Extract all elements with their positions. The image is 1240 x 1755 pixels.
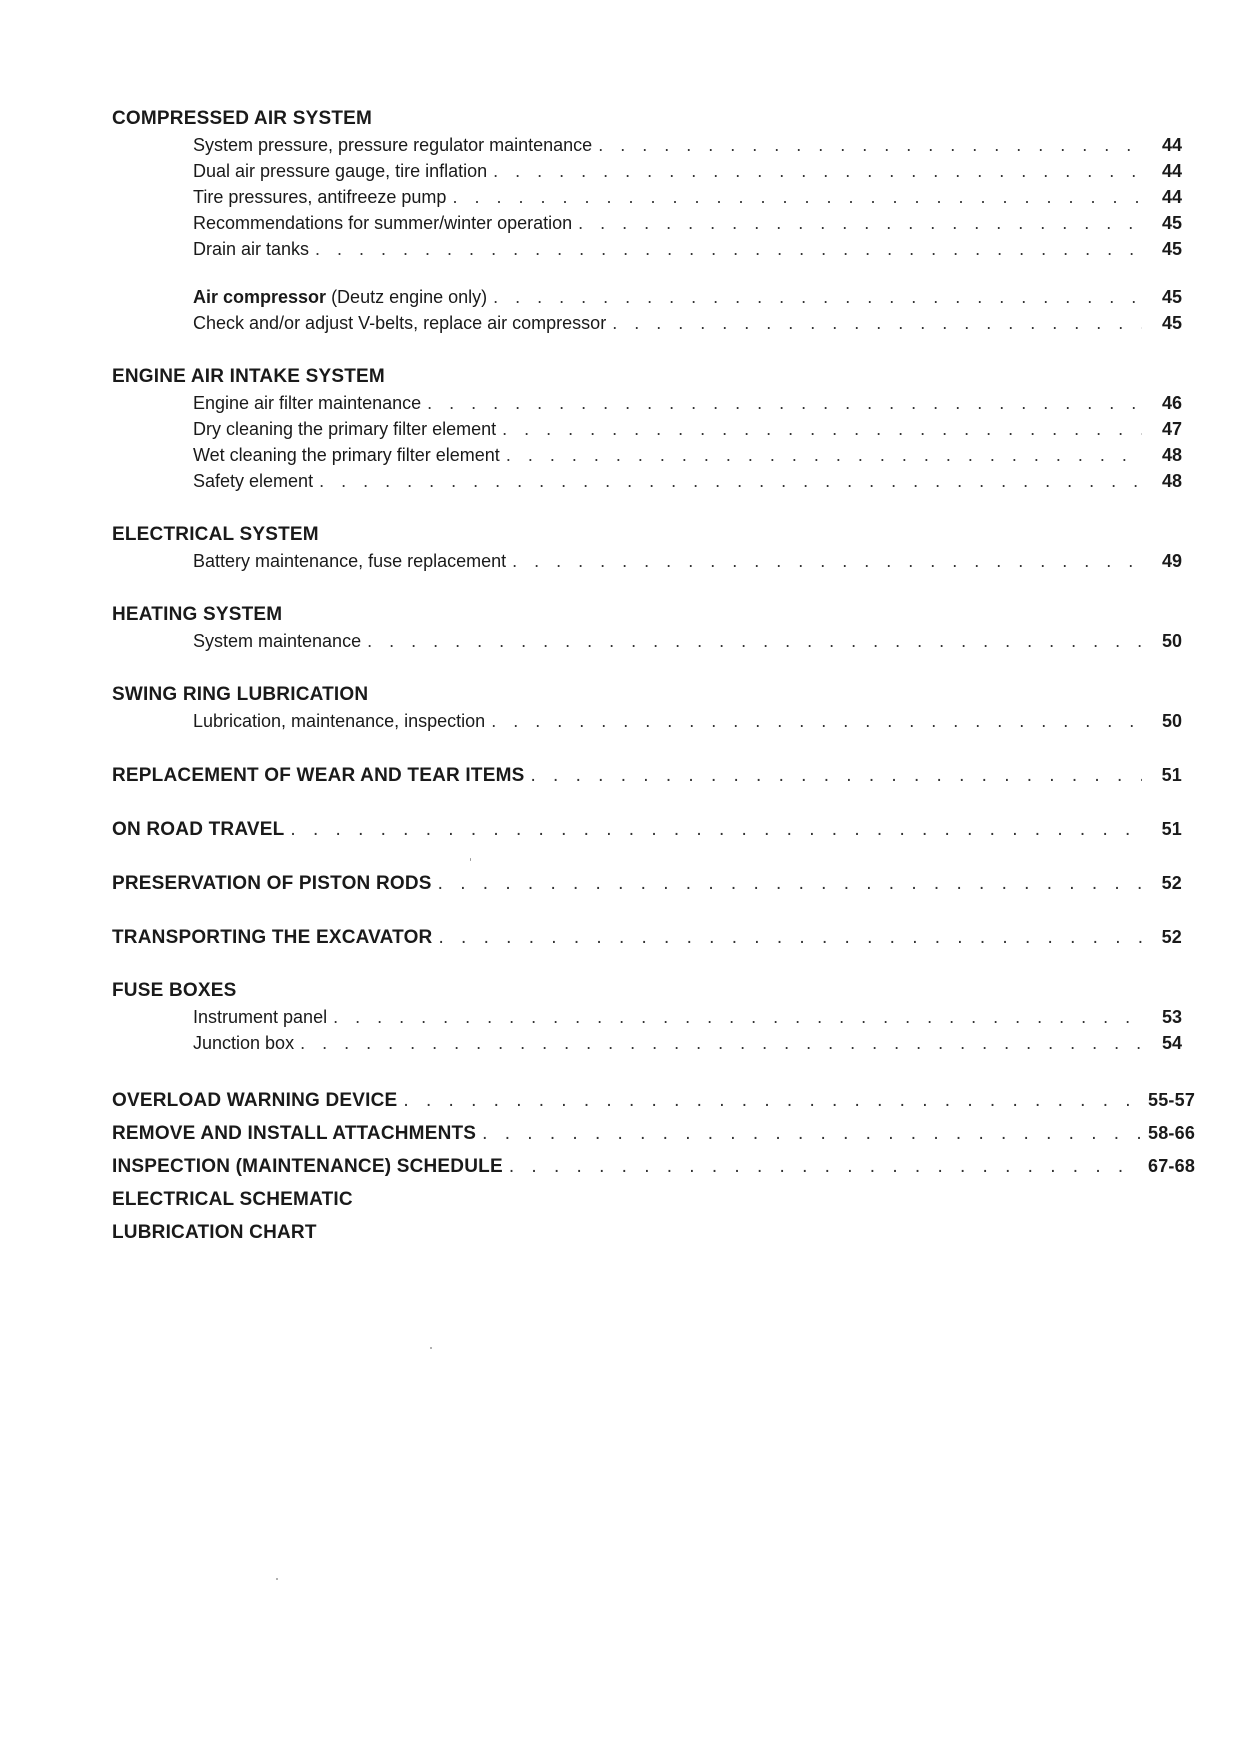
toc-heading-entry xyxy=(112,816,1182,842)
dot-leader xyxy=(612,310,1142,336)
toc-entry-page: 44 xyxy=(1161,135,1182,155)
toc-entry-page: 45 xyxy=(1161,239,1182,259)
toc-entry-label xyxy=(193,284,487,310)
toc-entry-label: Recommendations for summer/winter operation xyxy=(193,213,573,233)
dot-leader xyxy=(315,236,1142,262)
toc-entry xyxy=(112,132,1182,158)
toc-entry xyxy=(112,390,1182,416)
toc-entry-page: 54 xyxy=(1161,1033,1182,1053)
toc-entry-label: REPLACEMENT OF WEAR AND TEAR ITEMS xyxy=(112,765,525,786)
toc-entry xyxy=(112,310,1182,336)
dot-leader xyxy=(438,925,1142,951)
toc-entry-page: 49 xyxy=(1161,551,1182,571)
toc-entry xyxy=(112,184,1182,210)
toc-entry-label: Lubrication, maintenance, inspection xyxy=(193,711,486,731)
toc-entry-label: System maintenance xyxy=(193,631,362,651)
dot-leader xyxy=(493,158,1142,184)
dot-leader xyxy=(403,1084,1142,1117)
toc-heading-entry xyxy=(112,1216,1182,1249)
toc-entry-label: Tire pressures, antifreeze pump xyxy=(193,187,447,207)
section-electrical-system xyxy=(112,522,1182,574)
toc-entry xyxy=(112,236,1182,262)
dot-leader xyxy=(530,763,1142,789)
toc-entry xyxy=(112,708,1182,734)
toc-entry-page: 48 xyxy=(1161,471,1182,491)
toc-entry xyxy=(112,468,1182,494)
toc-entry-page: 51 xyxy=(1161,765,1182,785)
toc-entry-page: 50 xyxy=(1161,631,1182,651)
toc-heading-entry xyxy=(112,1084,1196,1117)
dot-leader xyxy=(367,628,1142,654)
toc-entry-page: 50 xyxy=(1161,711,1182,731)
toc-entry-label: Instrument panel xyxy=(193,1007,328,1027)
toc-heading-entry xyxy=(112,870,1182,896)
dot-leader xyxy=(598,132,1142,158)
section-title: COMPRESSED AIR SYSTEM xyxy=(112,108,373,129)
toc-entry-page: 48 xyxy=(1161,445,1182,465)
toc-heading-entry xyxy=(112,1150,1196,1183)
toc-entry-label: REMOVE AND INSTALL ATTACHMENTS xyxy=(112,1123,477,1144)
dot-leader xyxy=(300,1030,1142,1056)
toc-entry xyxy=(112,416,1182,442)
dot-leader xyxy=(491,708,1142,734)
section-title: ELECTRICAL SYSTEM xyxy=(112,524,319,545)
dot-leader xyxy=(502,416,1142,442)
toc-entry-label: ELECTRICAL SCHEMATIC xyxy=(112,1189,353,1210)
toc-entry-page: 44 xyxy=(1161,161,1182,181)
toc-entry-label: LUBRICATION CHART xyxy=(112,1222,317,1243)
section-compressed-air-system xyxy=(112,106,1182,336)
toc-heading-entry xyxy=(112,762,1182,788)
toc-entry-label: Dual air pressure gauge, tire inflation xyxy=(193,161,488,181)
toc-entry-label: Junction box xyxy=(193,1033,295,1053)
dot-leader xyxy=(438,871,1142,897)
toc-entry-page: 45 xyxy=(1161,287,1182,307)
toc-entry xyxy=(112,210,1182,236)
toc-entry-label: System pressure, pressure regulator maintenance xyxy=(193,135,593,155)
section-title: HEATING SYSTEM xyxy=(112,604,283,625)
toc-entry-label: OVERLOAD WARNING DEVICE xyxy=(112,1090,398,1111)
dot-leader xyxy=(493,284,1142,310)
scan-speck xyxy=(430,1347,432,1349)
section-title: FUSE BOXES xyxy=(112,980,237,1001)
scan-speck xyxy=(470,858,471,861)
toc-entry xyxy=(112,442,1182,468)
table-of-contents xyxy=(112,106,1196,1249)
dot-leader xyxy=(506,442,1142,468)
toc-entry-page: 44 xyxy=(1161,187,1182,207)
dot-leader xyxy=(578,210,1142,236)
dot-leader xyxy=(319,468,1142,494)
section-fuse-boxes xyxy=(112,978,1182,1056)
toc-entry-air-compressor xyxy=(112,284,1182,310)
scan-speck xyxy=(276,1578,278,1580)
dot-leader xyxy=(290,817,1142,843)
toc-entry-page: 47 xyxy=(1161,419,1182,439)
toc-heading-entry xyxy=(112,924,1182,950)
dot-leader xyxy=(509,1150,1142,1183)
toc-entry-page: 67-68 xyxy=(1148,1156,1196,1176)
dot-leader xyxy=(427,390,1142,416)
toc-entry xyxy=(112,1004,1182,1030)
section-title: ENGINE AIR INTAKE SYSTEM xyxy=(112,366,385,387)
toc-entry xyxy=(112,628,1182,654)
toc-heading-entry xyxy=(112,1117,1196,1150)
dot-leader xyxy=(512,548,1142,574)
toc-entry-label: Safety element xyxy=(193,471,314,491)
section-swing-ring-lubrication xyxy=(112,682,1182,734)
toc-entry-label: ON ROAD TRAVEL xyxy=(112,819,285,840)
section-title: SWING RING LUBRICATION xyxy=(112,684,369,705)
toc-entry-page: 45 xyxy=(1161,213,1182,233)
toc-entry-page: 45 xyxy=(1161,313,1182,333)
toc-entry xyxy=(112,548,1182,574)
toc-entry-label: TRANSPORTING THE EXCAVATOR xyxy=(112,927,433,948)
toc-entry-label: Engine air filter maintenance xyxy=(193,393,422,413)
toc-entry-bold-label: Air compressor xyxy=(193,287,327,307)
toc-entry xyxy=(112,1030,1182,1056)
toc-entry-label-rest: (Deutz engine only) xyxy=(326,287,488,307)
dot-leader xyxy=(333,1004,1142,1030)
section-heating-system xyxy=(112,602,1182,654)
toc-entry-page: 51 xyxy=(1161,819,1182,839)
toc-entry-label: Dry cleaning the primary filter element xyxy=(193,419,497,439)
toc-entry-label: Wet cleaning the primary filter element xyxy=(193,445,500,465)
toc-heading-entry xyxy=(112,1183,1182,1216)
toc-entry-label: Check and/or adjust V-belts, replace air compressor xyxy=(193,313,607,333)
dot-leader xyxy=(452,184,1142,210)
toc-entry-page: 52 xyxy=(1161,927,1182,947)
toc-entry xyxy=(112,158,1182,184)
section-engine-air-intake-system xyxy=(112,364,1182,494)
toc-entry-page: 55-57 xyxy=(1148,1090,1196,1110)
toc-entry-label: Battery maintenance, fuse replacement xyxy=(193,551,507,571)
toc-entry-label: PRESERVATION OF PISTON RODS xyxy=(112,873,432,894)
dot-leader xyxy=(482,1117,1142,1150)
toc-entry-label: Drain air tanks xyxy=(193,239,310,259)
toc-entry-page: 53 xyxy=(1161,1007,1182,1027)
toc-entry-page: 46 xyxy=(1161,393,1182,413)
toc-entry-label: INSPECTION (MAINTENANCE) SCHEDULE xyxy=(112,1156,503,1177)
toc-entry-page: 58-66 xyxy=(1148,1123,1196,1143)
toc-entry-page: 52 xyxy=(1161,873,1182,893)
